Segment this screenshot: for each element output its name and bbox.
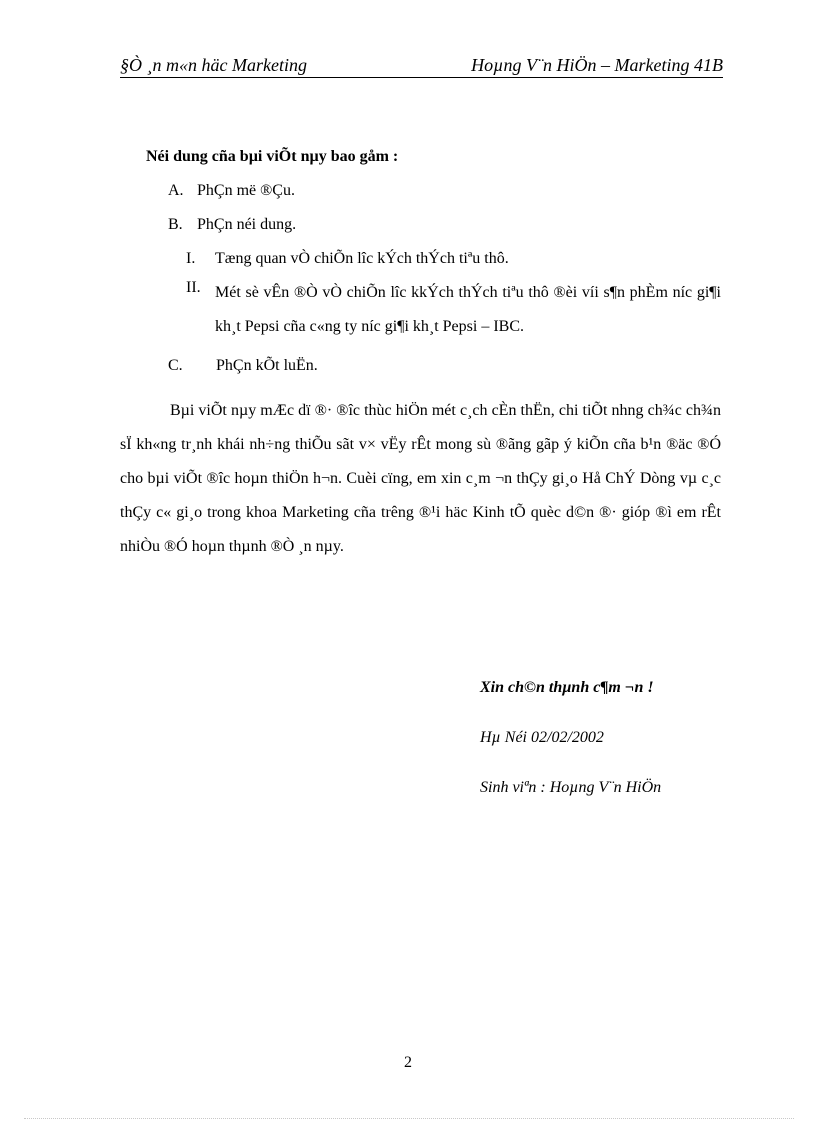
section-a-text: PhÇn më ®Çu. bbox=[197, 182, 295, 199]
page-number: 2 bbox=[404, 1054, 412, 1071]
section-b-marker: B. bbox=[168, 216, 183, 233]
subsection-ii-marker: II. bbox=[186, 279, 201, 296]
section-a bbox=[120, 179, 721, 203]
closing-block bbox=[480, 676, 661, 826]
section-c-text: PhÇn kÕt luËn. bbox=[216, 357, 318, 374]
body-paragraph: Bµi viÕt nµy mÆc dï ®· ®îc thùc hiÖn mét c¸ch cÈn thËn, chi tiÕt nhng ch¾c ch¾n sÏ kh«ng tr¸nh khái nh÷ng thiÕu sãt v× vËy rÊt mong sù ®ãng gãp ý kiÕn cña b¹n ®äc ®Ó cho bµi viÕt ®îc hoµn thiÖn h¬n. Cuèi cïng, em xin c¸m ¬n thÇy gi¸o Hå ChÝ Dòng vµ c¸c thÇy c« gi¸o trong khoa Marketing cña trêng ®¹i häc Kinh tÕ quèc d©n ®· gióp ®ì em rÊt nhiÒu ®Ó hoµn thµnh ®Ò ¸n nµy. bbox=[120, 402, 721, 555]
subsection-i-marker: I. bbox=[186, 250, 196, 267]
section-b-text: PhÇn néi dung. bbox=[197, 216, 297, 233]
section-c-marker: C. bbox=[168, 357, 183, 374]
contents-heading: Néi dung cña bµi viÕt nµy bao gåm : bbox=[146, 148, 399, 165]
section-c bbox=[120, 354, 721, 378]
subsection-ii-text: Mét sè vÊn ®Ò vÒ chiÕn lîc kkÝch thÝch tiªu thô ®èi víi s¶n phÈm níc gi¶i kh¸t Pepsi cña c«ng ty níc gi¶i kh¸t Pepsi – IBC. bbox=[215, 284, 721, 335]
section-a-marker: A. bbox=[168, 182, 184, 199]
header-author: Hoµng V¨n HiÖn – Marketing 41B bbox=[471, 55, 723, 75]
subsection-i bbox=[120, 247, 721, 271]
subsection-i-text: Tæng quan vÒ chiÕn lîc kÝch thÝch tiªu thô. bbox=[215, 250, 509, 267]
page-header bbox=[120, 53, 723, 78]
subsection-ii bbox=[120, 276, 721, 344]
thanks-line: Xin ch©n thµnh c¶m ¬n ! bbox=[480, 679, 654, 696]
signature-line: Sinh viªn : Hoµng V¨n HiÖn bbox=[480, 779, 662, 796]
header-course-title: §Ò ¸n m«n häc Marketing bbox=[120, 55, 307, 75]
document-body bbox=[120, 145, 721, 580]
place-date-line: Hµ Néi 02/02/2002 bbox=[480, 729, 604, 746]
section-b bbox=[120, 213, 721, 237]
page-bottom-edge bbox=[24, 1118, 794, 1119]
